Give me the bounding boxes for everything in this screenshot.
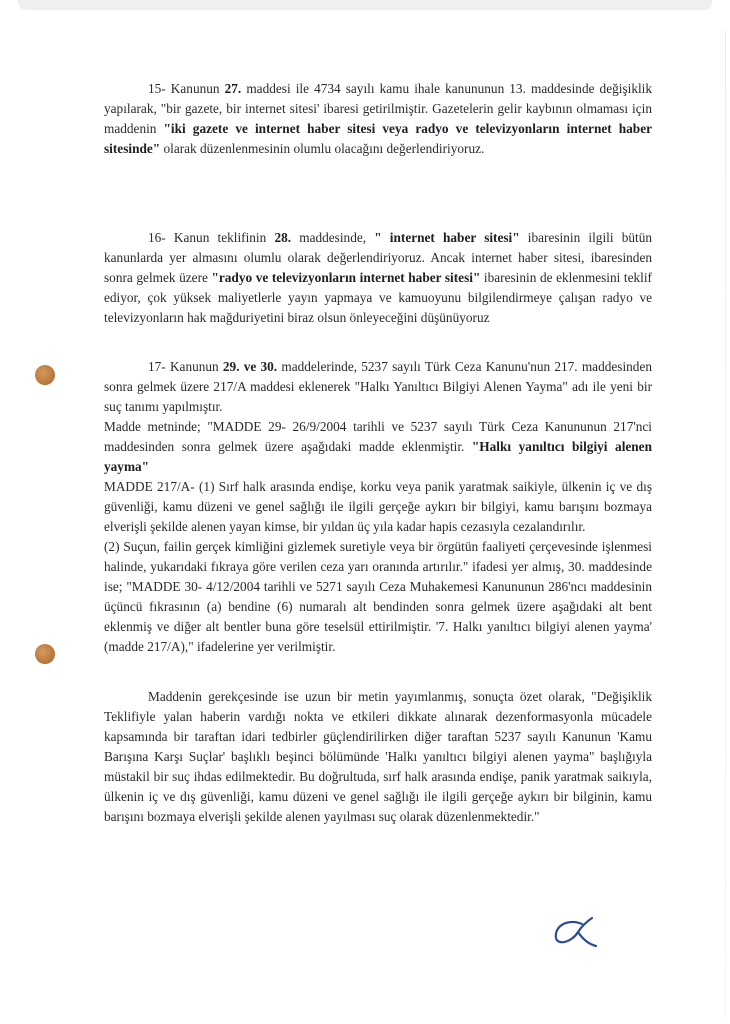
page-fold-line [725, 30, 726, 1020]
body-text: Maddenin gerekçesinde ise uzun bir metin yayımlanmış, sonuçta özet olarak, "Değişiklik Teklifiyle yalan haberin vardığı nokta ve etkileri dikkate alınarak dezenformasyonla mücadele kapsamında bir taraftan idari tedbirler güçlendirilirken diğer taraftan 5237 sayılı Kanunun 'Kamu Barışına Karşı Suçlar' başlıklı beşinci bölümünde 'Halkı yanıltıcı bilgiyi alenen yayma" başlığıyla müstakil bir suç ihdas edilmektedir. Bu doğrultuda, sırf halk arasında endişe, panik yaratmak saikıyla, ülkenin iç ve dış güvenliği, kamu düzeni ve genel sağlığı ile ilgili gerçeğe aykırı bir bilginin, kamu barışını bozmaya elverişli şekilde alenen yayılması suç olarak düzenlenmektedir." [104, 689, 652, 824]
body-text: maddesinde, [291, 230, 375, 245]
bold-text: 28. [274, 230, 292, 245]
bold-text: 29. ve 30. [222, 359, 278, 374]
body-text: 15- Kanunun [148, 81, 225, 96]
body-text: MADDE 217/A- (1) Sırf halk arasında endişe, korku veya panik yaratmak saikiyle, ülkenin iç ve dış güvenliği, kamu düzeni ve genel sağlığı ile ilgili gerçeğe aykırı bir bilgiyi, kamu barışını bozmaya elverişli şekilde alenen yayan kimse, bir yıldan üç yıla kadar hapis cezasıyla cezalandırılır. [104, 479, 652, 534]
scan-top-edge [18, 0, 712, 10]
body-text: ibaresinin ilgili bütün kanunlarda yer almasını olumlu olarak değerlendiriyoruz. Ancak internet haber sitesi, ibaresinden sonra gelmek üzere [104, 230, 652, 285]
punch-hole-icon [35, 644, 55, 664]
body-text: ibaresinin de eklenmesini teklif ediyor, çok yüksek maliyetlerle yayın yapmaya ve kamuoyunu bilgilendirmeye çalışan radyo ve televizyonların hak mağduriyetini biraz olsun önleyeceğini düşünüyoruz [104, 270, 652, 325]
body-text: Madde metninde; "MADDE 29- 26/9/2004 tarihli ve 5237 sayılı Türk Ceza Kanununun 217'nci maddesinden sonra gelmek üzere aşağıdaki madde eklenmiştir. [104, 419, 652, 454]
bold-text: "Halkı yanıltıcı bilgiyi alenen yayma" [104, 439, 652, 474]
body-text: 17- Kanunun [148, 359, 223, 374]
body-text: olarak düzenlenmesinin olumlu olacağını değerlendiriyoruz. [160, 141, 485, 156]
bold-text: "iki gazete ve internet haber sitesi veya radyo ve televizyonların internet haber sitesinde" [104, 121, 653, 156]
body-text: (2) Suçun, failin gerçek kimliğini gizlemek suretiyle veya bir örgütün faaliyeti çerçevesinde işlenmesi halinde, yukarıdaki fıkraya göre verilen ceza yarı oranında artırılır." ifadesi yer almış, 30. maddesinde ise; "MADDE 30- 4/12/2004 tarihli ve 5271 sayılı Ceza Muhakemesi Kanununun 286'ncı maddesinin üçüncü fıkrasının (a) bendine (6) numaralı alt bendinden sonra gelmek üzere aşağıdaki alt bent eklenmiş ve diğer alt bentler buna göre teselsül ettirilmiştir. '7. Halkı yanıltıcı bilgiyi alenen yayma' (madde 217/A)," ifadelerine yer verilmiştir. [104, 539, 652, 654]
paragraph-15 [104, 79, 652, 159]
bold-text: 27. [224, 81, 242, 96]
bold-text: " internet haber sitesi" [374, 230, 520, 245]
punch-hole-icon [35, 365, 55, 385]
signature-icon [548, 912, 608, 952]
paragraph-17 [104, 357, 652, 657]
paragraph-16 [104, 228, 652, 328]
bold-text: "radyo ve televizyonların internet haber sitesi" [211, 270, 481, 285]
paragraph-rationale [104, 687, 652, 827]
body-text: 16- Kanun teklifinin [148, 230, 275, 245]
body-text: maddesi ile 4734 sayılı kamu ihale kanununun 13. maddesinde değişiklik yapılarak, "bir gazete, bir internet sitesi' ibaresi getirilmiştir. Gazetelerin gelir kaybının olmaması için maddenin [104, 81, 653, 136]
body-text: maddelerinde, 5237 sayılı Türk Ceza Kanunu'nun 217. maddesinden sonra gelmek üzere 217/A maddesi eklenerek "Halkı Yanıltıcı Bilgiyi Alenen Yayma" adı ile yeni bir suç tanımı yapılmıştır. [104, 359, 652, 414]
